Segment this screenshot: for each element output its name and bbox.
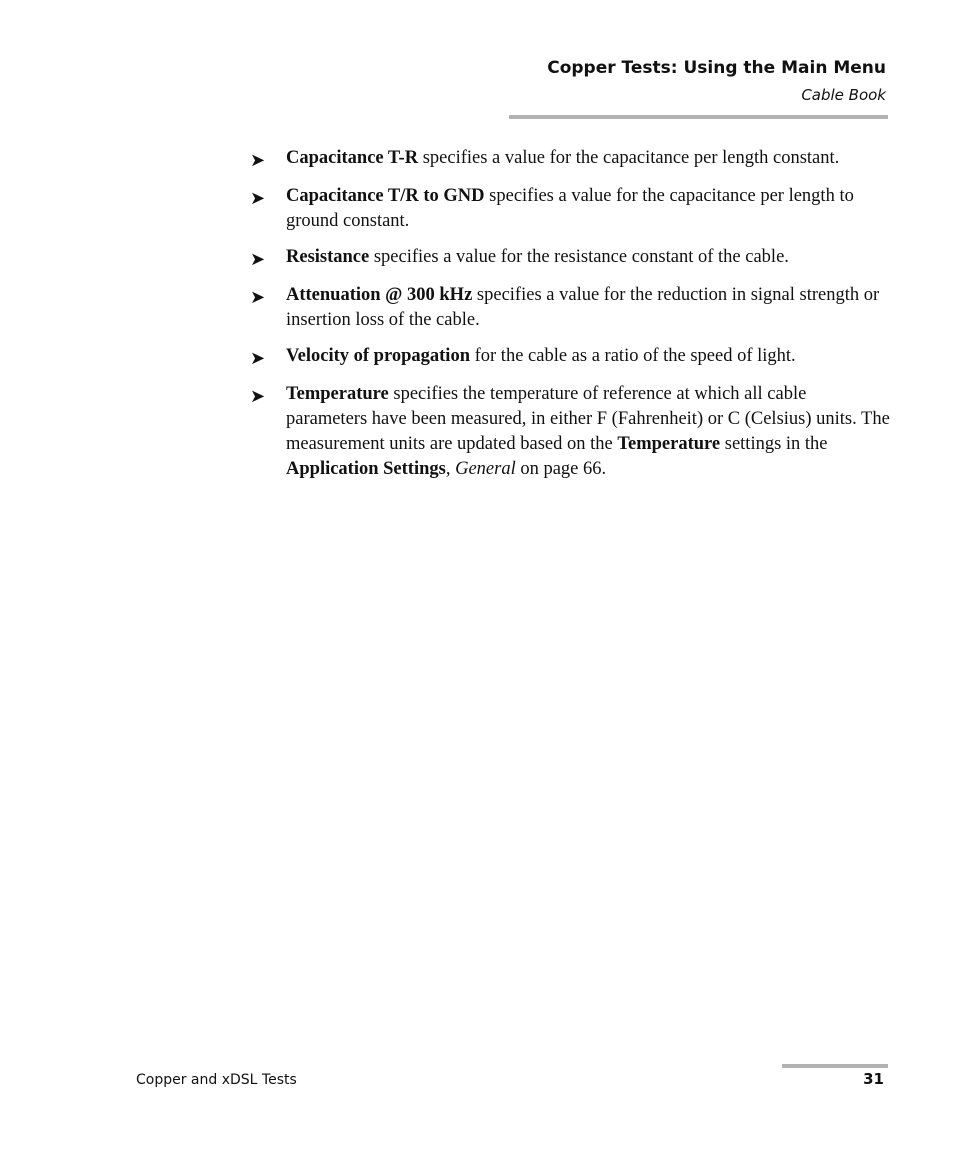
list-item-text bbox=[286, 344, 890, 369]
term: Capacitance T-R bbox=[286, 148, 419, 168]
list-item-text bbox=[286, 382, 890, 482]
description: specifies a value for the resistance constant of the cable. bbox=[369, 247, 789, 267]
page-number: 31 bbox=[863, 1070, 884, 1088]
arrow-bullet-icon: ➤ bbox=[250, 188, 266, 208]
term: Resistance bbox=[286, 247, 370, 267]
bullet-list bbox=[250, 146, 890, 493]
arrow-bullet-icon: ➤ bbox=[250, 150, 266, 170]
list-item-attenuation bbox=[250, 283, 890, 333]
footer-title: Copper and xDSL Tests bbox=[136, 1072, 297, 1088]
list-item-text bbox=[286, 146, 890, 171]
header-rule bbox=[509, 115, 888, 119]
description: specifies a value for the reduction in signal strength or insertion loss of the cable. bbox=[286, 285, 880, 330]
list-item-velocity bbox=[250, 344, 890, 371]
term: Attenuation @ 300 kHz bbox=[286, 285, 473, 305]
header-title: Copper Tests: Using the Main Menu bbox=[547, 58, 886, 78]
list-item-capacitance-gnd bbox=[250, 184, 890, 234]
term: Temperature bbox=[286, 384, 389, 404]
list-item-text bbox=[286, 283, 890, 333]
list-item-capacitance-tr bbox=[250, 146, 890, 173]
description: specifies a value for the capacitance per length to ground constant. bbox=[286, 186, 854, 231]
list-item-text bbox=[286, 184, 890, 234]
header-subtitle: Cable Book bbox=[801, 86, 886, 104]
separator: , bbox=[445, 459, 456, 479]
term-application-settings: Application Settings bbox=[286, 459, 446, 479]
footer-rule bbox=[782, 1064, 888, 1068]
arrow-bullet-icon: ➤ bbox=[250, 287, 266, 307]
running-header bbox=[547, 56, 886, 106]
description-cont: settings in the bbox=[720, 434, 828, 454]
arrow-bullet-icon: ➤ bbox=[250, 348, 266, 368]
term-temperature-setting: Temperature bbox=[617, 434, 721, 454]
arrow-bullet-icon: ➤ bbox=[250, 249, 266, 269]
list-item-text bbox=[286, 245, 890, 270]
term: Velocity of propagation bbox=[286, 346, 470, 366]
page-reference: on page 66. bbox=[515, 459, 607, 479]
description: specifies the temperature of reference at which all cable parameters have been measured, in either F (Fahrenheit) or C (Celsius) units. The measurement units are updated based on the bbox=[286, 384, 890, 454]
description: specifies a value for the capacitance per length constant. bbox=[418, 148, 840, 168]
list-item-resistance bbox=[250, 245, 890, 272]
description: for the cable as a ratio of the speed of light. bbox=[469, 346, 796, 366]
general-reference: General bbox=[455, 459, 516, 479]
arrow-bullet-icon: ➤ bbox=[250, 386, 266, 406]
term: Capacitance T/R to GND bbox=[286, 186, 485, 206]
list-item-temperature bbox=[250, 382, 890, 482]
